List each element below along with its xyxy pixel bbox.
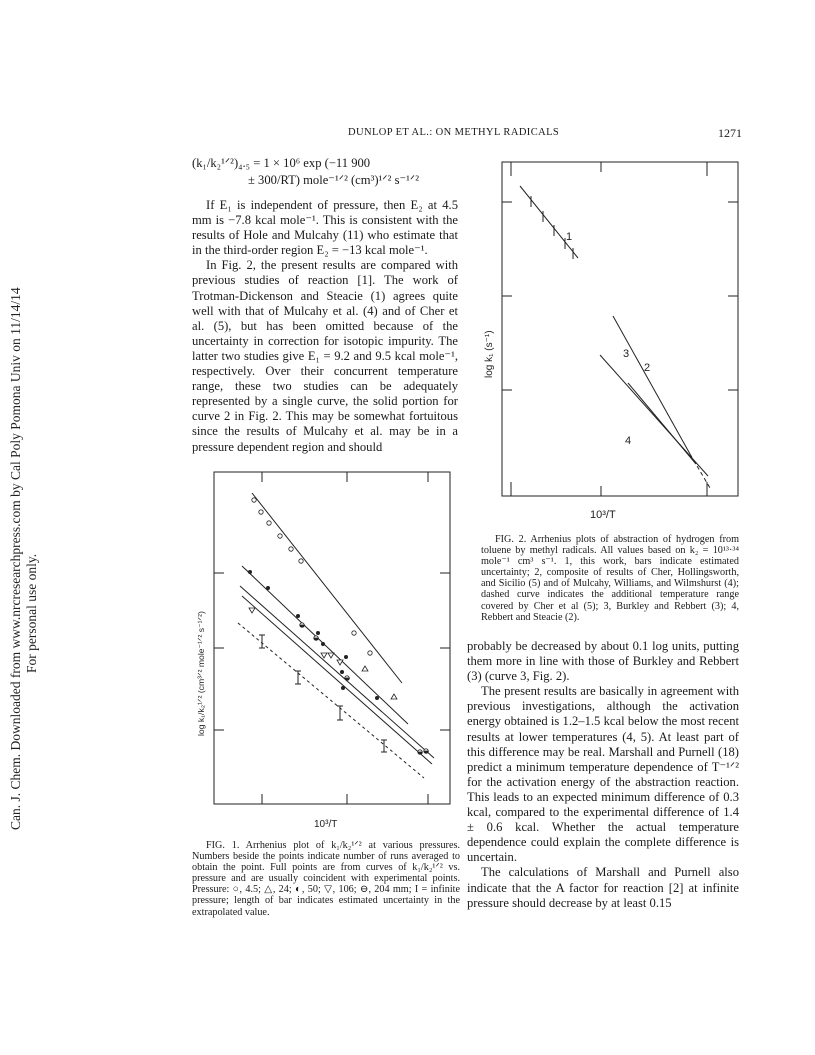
left-paragraph2: In Fig. 2, the present results are compared with previous studies of reaction [1]. The work of Trotman-Dickenson and Steacie (1) agrees quite well with that of Mulcahy et al. (4) and of Cher et al. (5), but has been omitted because of the uncertainty in correction for isotopic impurity. The latter two studies give E₁ = 9.2 and 9.5 kcal mole⁻¹, respectively. Over their concurrent temperature range, these two studies can be adequately represented by a single curve, the solid portion for curve 2 in Fig. 2. This may be somewhat fortuitous since the results of Mulcahy et al. may be in a pressure dependent region and should xyxy=(192,258,458,454)
figure1-xlabel: 10³/T xyxy=(314,819,338,830)
right-paragraph2: The present results are basically in agreement with previous investigations, although the activation energy obtained is 1.2–1.5 kcal below the most recent results at lower temperatures (4, 5). At least part of this difference may be real. Marshall and Purnell (18) predict a minimum temperature dependence of T⁻¹ᐟ² for the activation energy of the abstraction reaction. This leads to an expected minimum difference of 0.3 kcal, compared to the experimental difference of 1.4 ± 0.6 kcal. Whether the actual temperature dependence could explain the complete difference is uncertain. xyxy=(467,684,739,865)
figure2-caption-text: FIG. 2. Arrhenius plots of abstraction of hydrogen from toluene by methyl radicals. All values based on k₂ = 10¹³·³⁴ mole⁻¹ cm³ s⁻¹. 1, this work, bars indicate estimated uncertainty; 2, composite of results of Cher, Hollingsworth, and Sicilio (5) and of Mulcahy, Williams, and Wilmshurst (4); dashed curve indicates the additional temperature range covered by Cher et al (5); 3, Burkley and Rebbert (3); 4, Rebbert and Steacie (2). xyxy=(481,534,739,623)
figure1-ylabel: log k₁/k₂¹ᐟ² (cm³ᐟ² mole⁻¹ᐟ² s⁻¹ᐟ²) xyxy=(196,611,206,736)
equation-line2: ± 300/RT) mole⁻¹ᐟ² (cm³)¹ᐟ² s⁻¹ᐟ² xyxy=(248,173,419,187)
left-column xyxy=(192,155,458,455)
figure1-points-4.5mm xyxy=(252,498,372,655)
right-paragraph1: probably be decreased by about 0.1 log units, putting them more in line with those of Burkley and Rebbert (3) (curve 3, Fig. 2). xyxy=(467,639,739,684)
figure2-curve-label-4: 4 xyxy=(625,435,632,447)
figure2-plot xyxy=(478,158,740,530)
figure2-ylabel: log k₁ (s⁻¹) xyxy=(484,330,495,378)
right-column xyxy=(467,639,739,911)
page-number: 1271 xyxy=(718,126,742,140)
download-notice-line1: Can. J. Chem. Downloaded from www.nrcresearchpress.com by Cal Poly Pomona Univ on 11/14/14 xyxy=(8,287,23,830)
figure1-full-points xyxy=(248,570,379,700)
figure2-curve-label-3: 3 xyxy=(623,348,630,360)
figure1-plot xyxy=(190,468,462,838)
right-paragraph3: The calculations of Marshall and Purnell also indicate that the A factor for reaction [2] at infinite pressure should decrease by at least 0.15 xyxy=(467,865,739,910)
figure1-caption xyxy=(192,840,460,918)
left-paragraph1: If E₁ is independent of pressure, then E₂ at 4.5 mm is −7.8 kcal mole⁻¹. This is consistent with the results of Hole and Mulcahy (11) who estimate that in the third-order region E₂ = −13 kcal mole⁻¹. xyxy=(192,198,458,258)
download-notice-line2: For personal use only. xyxy=(24,553,39,673)
running-title: DUNLOP ET AL.: ON METHYL RADICALS xyxy=(348,127,560,138)
equation-line1: (k₁/k₂¹ᐟ²)₄.₅ = 1 × 10⁶ exp (−11 900 xyxy=(192,156,371,170)
figure2-curve-label-2: 2 xyxy=(644,362,651,374)
figure2 xyxy=(478,158,740,530)
figure1 xyxy=(190,468,462,838)
download-notice xyxy=(2,230,42,830)
figure2-curve1-bars xyxy=(531,196,573,259)
figure1-half-circles xyxy=(300,623,429,754)
figure2-curve-label-1: 1 xyxy=(566,231,573,243)
figure1-caption-text: FIG. 1. Arrhenius plot of k₁/k₂¹ᐟ² at various pressures. Numbers beside the points indicate number of runs averaged to obtain the point. Full points are from curves of k₁/k₂¹ᐟ² vs. pressure and are usually coincident with experimental points. Pressure: ○, 4.5; △, 24; ◐, 50; ▽, 106; ⊖, 204 mm; I = infinite pressure; length of bar indicates estimated uncertainty in the extrapolated value. xyxy=(192,840,460,918)
figure2-xlabel: 10³/T xyxy=(590,509,616,521)
figure2-caption xyxy=(481,534,739,623)
